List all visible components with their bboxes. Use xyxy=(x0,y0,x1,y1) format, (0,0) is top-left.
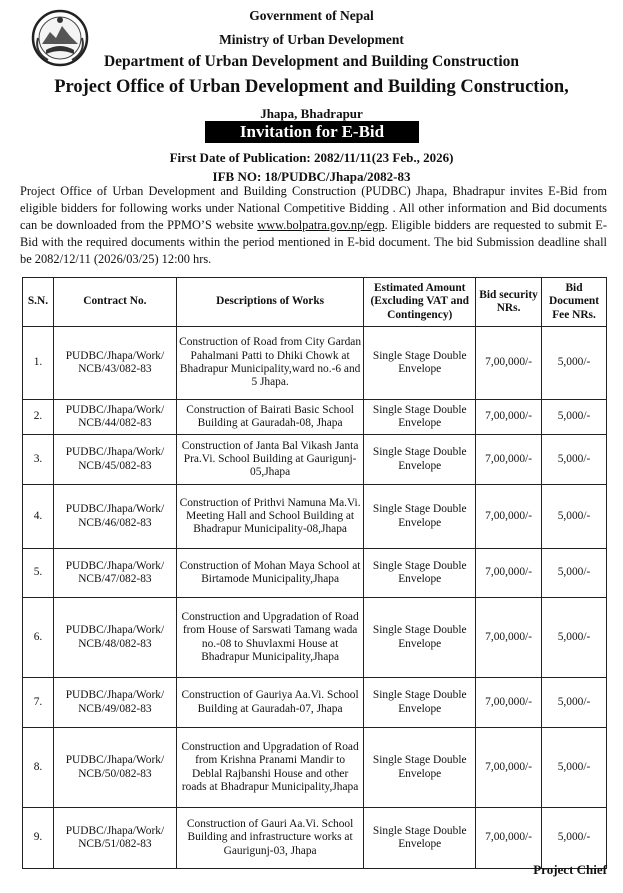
notice-title: Invitation for E-Bid xyxy=(205,121,419,143)
row-bid-security: 7,00,000/- xyxy=(476,808,542,869)
row-description: Construction of Bairati Basic School Building at Gauradah-08, Jhapa xyxy=(176,400,363,435)
office-location: Jhapa, Bhadrapur xyxy=(260,106,363,121)
row-document-fee: 5,000/- xyxy=(542,808,607,869)
row-description: Construction and Upgradation of Road from House of Sarswati Tamang wada no.-08 to Shuvlaxmi House at Bhadrapur Municipality,Jhapa xyxy=(176,598,363,678)
table-row xyxy=(23,598,607,678)
row-description: Construction of Mohan Maya School at Birtamode Municipality,Jhapa xyxy=(176,549,363,598)
row-contract-no: PUDBC/Jhapa/Work/ NCB/51/082-83 xyxy=(53,808,176,869)
row-bid-security: 7,00,000/- xyxy=(476,327,542,400)
row-estimated-amount: Single Stage Double Envelope xyxy=(364,327,476,400)
row-contract-no: PUDBC/Jhapa/Work/ NCB/46/082-83 xyxy=(53,485,176,549)
table-row xyxy=(23,678,607,728)
row-contract-no: PUDBC/Jhapa/Work/ NCB/43/082-83 xyxy=(53,327,176,400)
row-bid-security: 7,00,000/- xyxy=(476,678,542,728)
row-estimated-amount: Single Stage Double Envelope xyxy=(364,435,476,485)
row-estimated-amount: Single Stage Double Envelope xyxy=(364,598,476,678)
row-sn: 4. xyxy=(23,485,54,549)
row-estimated-amount: Single Stage Double Envelope xyxy=(364,808,476,869)
row-document-fee: 5,000/- xyxy=(542,400,607,435)
row-sn: 9. xyxy=(23,808,54,869)
row-bid-security: 7,00,000/- xyxy=(476,400,542,435)
row-document-fee: 5,000/- xyxy=(542,598,607,678)
row-contract-no: PUDBC/Jhapa/Work/ NCB/45/082-83 xyxy=(53,435,176,485)
publication-date: First Date of Publication: 2082/11/11(23 Feb., 2026) xyxy=(169,150,454,165)
row-sn: 3. xyxy=(23,435,54,485)
header-sn: S.N. xyxy=(23,278,54,327)
row-bid-security: 7,00,000/- xyxy=(476,728,542,808)
row-bid-security: 7,00,000/- xyxy=(476,485,542,549)
row-description: Construction of Janta Bal Vikash Janta Pra.Vi. School Building at Gaurigunj-05,Jhapa xyxy=(176,435,363,485)
row-estimated-amount: Single Stage Double Envelope xyxy=(364,728,476,808)
row-document-fee: 5,000/- xyxy=(542,678,607,728)
row-sn: 8. xyxy=(23,728,54,808)
row-description: Construction of Gauri Aa.Vi. School Building and infrastructure works at Gaurigunj-03, Jhapa xyxy=(176,808,363,869)
row-bid-security: 7,00,000/- xyxy=(476,598,542,678)
row-document-fee: 5,000/- xyxy=(542,327,607,400)
row-document-fee: 5,000/- xyxy=(542,485,607,549)
row-document-fee: 5,000/- xyxy=(542,435,607,485)
row-sn: 5. xyxy=(23,549,54,598)
row-estimated-amount: Single Stage Double Envelope xyxy=(364,485,476,549)
row-contract-no: PUDBC/Jhapa/Work/ NCB/48/082-83 xyxy=(53,598,176,678)
row-contract-no: PUDBC/Jhapa/Work/ NCB/49/082-83 xyxy=(53,678,176,728)
intro-paragraph xyxy=(20,183,607,268)
table-row xyxy=(23,327,607,400)
row-sn: 1. xyxy=(23,327,54,400)
row-estimated-amount: Single Stage Double Envelope xyxy=(364,400,476,435)
table-row xyxy=(23,435,607,485)
table-header-row xyxy=(23,278,607,327)
row-description: Construction of Prithvi Namuna Ma.Vi. Meeting Hall and School Building at Bhadrapur Municipality-08,Jhapa xyxy=(176,485,363,549)
row-description: Construction of Gauriya Aa.Vi. School Building at Gauradah-07, Jhapa xyxy=(176,678,363,728)
row-description: Construction and Upgradation of Road from Krishna Pranami Mandir to Deblal Rajbanshi House and other roads at Bhadrapur Municipality,Jhapa xyxy=(176,728,363,808)
header-bid-security: Bid security NRs. xyxy=(476,278,542,327)
header-contract-no: Contract No. xyxy=(53,278,176,327)
bid-table xyxy=(22,277,607,869)
row-sn: 7. xyxy=(23,678,54,728)
row-bid-security: 7,00,000/- xyxy=(476,435,542,485)
table-row xyxy=(23,400,607,435)
office-name: Project Office of Urban Development and Building Construction, xyxy=(54,77,569,97)
intro-text-1: Project Office of Urban Development and Building Construction (PUDBC) Jhapa, Bhadrapur invites E-Bid from eligible bidders for following works under National Competitive Bidding . All other information and Bid documents can be downloaded from the PPMO’S website xyxy=(20,184,607,232)
row-contract-no: PUDBC/Jhapa/Work/ NCB/47/082-83 xyxy=(53,549,176,598)
table-row xyxy=(23,549,607,598)
row-document-fee: 5,000/- xyxy=(542,549,607,598)
row-sn: 2. xyxy=(23,400,54,435)
header-document-fee: Bid Document Fee NRs. xyxy=(542,278,607,327)
table-row xyxy=(23,728,607,808)
table-row xyxy=(23,485,607,549)
row-bid-security: 7,00,000/- xyxy=(476,549,542,598)
intro-text-2: . Eligible bidders are requested to submit E-Bid with the required documents within the period mentioned in E-bid document. The bid Submission deadline shall be 2082/12/11 (2026/03/25) 12:00 hrs. xyxy=(20,218,607,266)
row-estimated-amount: Single Stage Double Envelope xyxy=(364,549,476,598)
ppmo-website-link[interactable]: www.bolpatra.gov.np/egp xyxy=(257,218,385,232)
table-row xyxy=(23,808,607,869)
header-description: Descriptions of Works xyxy=(176,278,363,327)
ministry-name: Ministry of Urban Development xyxy=(219,32,404,47)
row-sn: 6. xyxy=(23,598,54,678)
row-contract-no: PUDBC/Jhapa/Work/ NCB/50/082-83 xyxy=(53,728,176,808)
row-estimated-amount: Single Stage Double Envelope xyxy=(364,678,476,728)
department-name: Department of Urban Development and Building Construction xyxy=(103,53,520,70)
ifb-number: IFB NO: 18/PUDBC/Jhapa/2082-83 xyxy=(212,169,411,184)
row-description: Construction of Road from City Gardan Pahalmani Patti to Dhiki Chowk at Bhadrapur Municipality,ward no.-6 and 5 Jhapa. xyxy=(176,327,363,400)
signatory-title: Project Chief xyxy=(533,862,607,877)
government-name: Government of Nepal xyxy=(249,8,374,23)
header-estimated-amount: Estimated Amount (Excluding VAT and Contingency) xyxy=(364,278,476,327)
row-document-fee: 5,000/- xyxy=(542,728,607,808)
row-contract-no: PUDBC/Jhapa/Work/ NCB/44/082-83 xyxy=(53,400,176,435)
